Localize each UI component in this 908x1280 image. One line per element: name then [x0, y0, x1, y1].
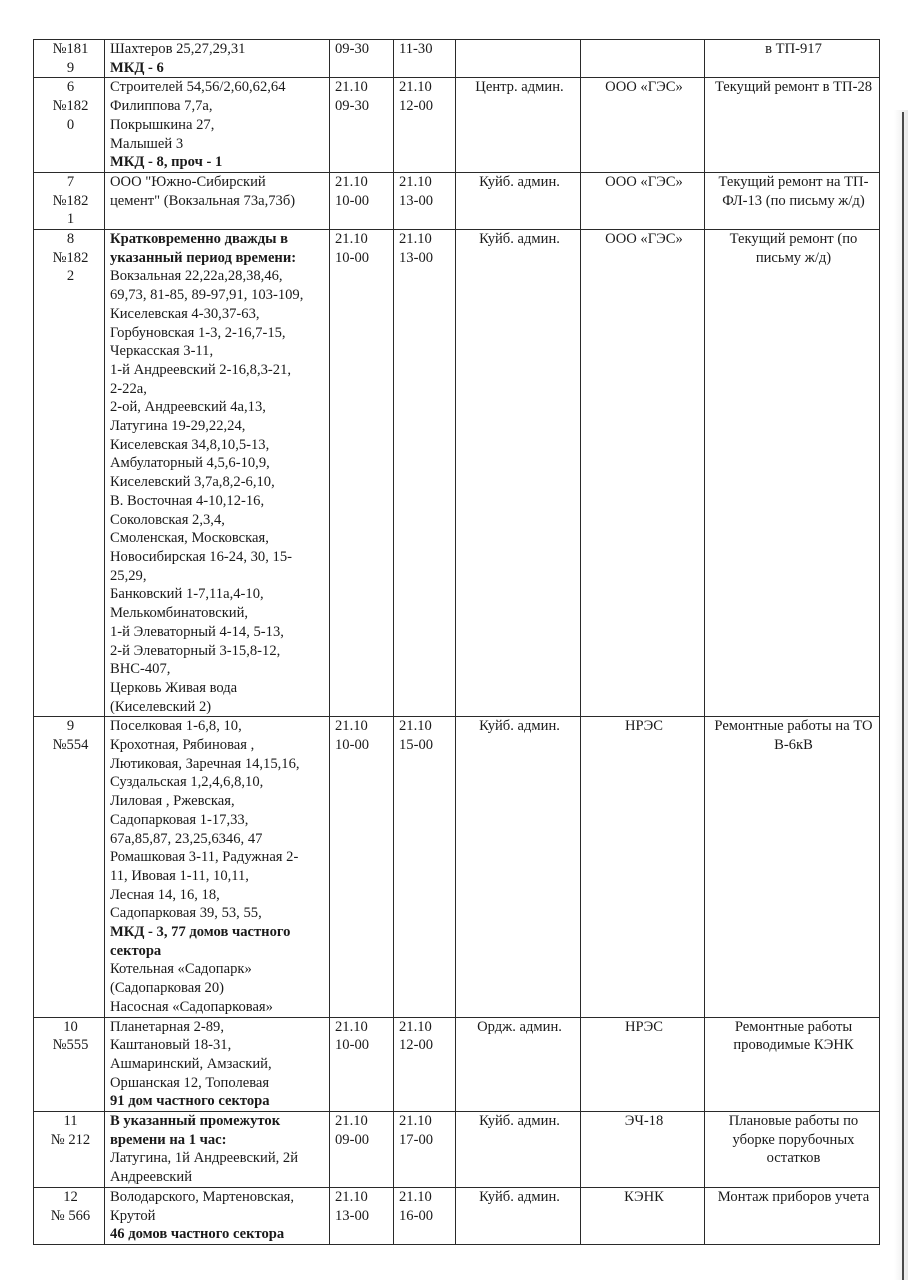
- address-line: Кратковременно дважды в: [110, 231, 289, 248]
- reason-text: Текущий ремонт на ТП-ФЛ-13 (по письму ж/д): [718, 173, 869, 209]
- number-cell: [34, 40, 105, 78]
- page-edge: [902, 112, 904, 1280]
- address-line: 91 дом частного сектора: [110, 1093, 270, 1110]
- address-cell: [105, 172, 330, 229]
- address-line: Лесная 14, 16, 18,: [110, 886, 220, 903]
- address-line: Котельная «Садопарк»: [110, 961, 252, 978]
- address-line: Оршанская 12, Тополевая: [110, 1074, 270, 1091]
- address-line: В. Восточная 4-10,12-16,: [110, 492, 265, 509]
- organization-text: КЭНК: [624, 1189, 664, 1206]
- request-number-line: №182: [52, 192, 89, 209]
- address-line: Суздальская 1,2,4,6,8,10,: [110, 774, 264, 791]
- start-time-line: 10-00: [335, 192, 370, 209]
- address-cell: [105, 1112, 330, 1188]
- number-cell: [34, 1017, 105, 1112]
- start-time-line: 09-00: [335, 1131, 370, 1148]
- reason-text: в ТП-917: [765, 41, 822, 57]
- request-number-line: 6: [66, 79, 75, 96]
- address-line: Андреевский: [110, 1169, 193, 1186]
- start-time-line: 21.10: [335, 1018, 368, 1035]
- address-line: Лиловая , Ржевская,: [110, 793, 235, 810]
- organization-cell: [581, 1188, 705, 1245]
- request-number-line: 9: [66, 718, 75, 735]
- address-line: Киселевский 3,7а,8,2-6,10,: [110, 474, 275, 491]
- reason-text: Ремонтные работы на ТО В-6кВ: [714, 718, 873, 754]
- organization-cell: [581, 1112, 705, 1188]
- administration-cell: [456, 172, 581, 229]
- request-number-line: №182: [52, 98, 89, 115]
- organization-text: ЭЧ-18: [624, 1113, 664, 1130]
- reason-cell: [705, 1017, 880, 1112]
- start-time-cell: [330, 717, 394, 1017]
- table-row: [34, 78, 880, 173]
- address-line: Новосибирская 16-24, 30, 15-: [110, 548, 292, 565]
- end-time-line: 13-00: [399, 192, 434, 209]
- reason-cell: [705, 230, 880, 717]
- address-line: Поселковая 1-6,8, 10,: [110, 718, 242, 735]
- address-line: Вокзальная 22,22а,28,38,46,: [110, 268, 283, 285]
- address-line: Церковь Живая вода: [110, 679, 238, 696]
- administration-text: Куйб. админ.: [479, 1189, 560, 1206]
- organization-text: НРЭС: [624, 1018, 664, 1035]
- address-line: 2-ой, Андреевский 4а,13,: [110, 399, 266, 416]
- request-number-line: № 566: [50, 1207, 91, 1224]
- end-time-cell: [394, 1017, 456, 1112]
- address-line: Шахтеров 25,27,29,31: [110, 41, 246, 57]
- request-number-line: 2: [66, 268, 75, 285]
- organization-text: ООО «ГЭС»: [605, 79, 683, 96]
- address-line: 2-22а,: [110, 380, 147, 397]
- start-time-line: 10-00: [335, 737, 370, 754]
- start-time-cell: [330, 40, 394, 78]
- number-cell: [34, 717, 105, 1017]
- address-line: 11, Ивовая 1-11, 10,11,: [110, 867, 249, 884]
- address-line: цемент" (Вокзальная 73а,73б): [110, 192, 296, 209]
- organization-cell: [581, 40, 705, 78]
- address-line: 69,73, 81-85, 89-97,91, 103-109,: [110, 287, 304, 304]
- page-shadow: [894, 110, 908, 1280]
- address-cell: [105, 1188, 330, 1245]
- end-time-line: 17-00: [399, 1131, 434, 1148]
- table-row: [34, 1112, 880, 1188]
- address-cell: [105, 230, 330, 717]
- table-row: [34, 1017, 880, 1112]
- request-number-line: №181: [52, 41, 89, 57]
- end-time-line: 21.10: [399, 1189, 432, 1206]
- request-number-line: 11: [63, 1113, 78, 1130]
- address-line: Крутой: [110, 1207, 156, 1224]
- address-cell: [105, 78, 330, 173]
- address-line: 25,29,: [110, 567, 147, 584]
- start-time-line: 21.10: [335, 718, 368, 735]
- request-number-line: №555: [52, 1037, 89, 1054]
- request-number-line: 1: [66, 211, 75, 228]
- address-line: Латугина, 1й Андреевский, 2й: [110, 1150, 299, 1167]
- start-time-line: 13-00: [335, 1207, 370, 1224]
- address-line: Володарского, Мартеновская,: [110, 1189, 295, 1206]
- address-line: времени на 1 час:: [110, 1131, 227, 1148]
- address-line: Каштановый 18-31,: [110, 1037, 232, 1054]
- address-line: Строителей 54,56/2,60,62,64: [110, 79, 286, 96]
- address-line: Смоленская, Московская,: [110, 530, 269, 547]
- start-time-line: 21.10: [335, 231, 368, 248]
- organization-cell: [581, 1017, 705, 1112]
- address-line: Насосная «Садопарковая»: [110, 998, 273, 1015]
- number-cell: [34, 230, 105, 717]
- reason-text: Плановые работы по уборке порубочных остатков: [728, 1113, 859, 1167]
- address-line: Филиппова 7,7а,: [110, 98, 213, 115]
- start-time-cell: [330, 172, 394, 229]
- organization-text: НРЭС: [624, 718, 664, 735]
- table-body: [34, 40, 880, 1245]
- reason-text: Текущий ремонт в ТП-28: [714, 79, 873, 96]
- address-line: Мелькомбинатовский,: [110, 605, 249, 622]
- address-line: Банковский 1-7,11а,4-10,: [110, 586, 264, 603]
- address-line: (Киселевский 2): [110, 698, 212, 715]
- start-time-line: 09-30: [335, 98, 370, 115]
- start-time-line: 10-00: [335, 1037, 370, 1054]
- request-number-line: №554: [52, 737, 89, 754]
- address-line: Покрышкина 27,: [110, 116, 215, 133]
- start-time-cell: [330, 1112, 394, 1188]
- administration-cell: [456, 717, 581, 1017]
- end-time-line: 21.10: [399, 79, 432, 96]
- number-cell: [34, 172, 105, 229]
- reason-text: Монтаж приборов учета: [717, 1189, 870, 1206]
- address-line: (Садопарковая 20): [110, 980, 225, 997]
- end-time-line: 21.10: [399, 718, 432, 735]
- address-line: МКД - 3, 77 домов частного: [110, 924, 291, 941]
- start-time-cell: [330, 230, 394, 717]
- end-time-cell: [394, 230, 456, 717]
- address-line: Латугина 19-29,22,24,: [110, 418, 246, 435]
- end-time-cell: [394, 1188, 456, 1245]
- start-time-line: 21.10: [335, 1113, 368, 1130]
- start-time-line: 21.10: [335, 173, 368, 190]
- end-time-line: 13-00: [399, 249, 434, 266]
- reason-text: Ремонтные работы проводимые КЭНК: [733, 1018, 854, 1054]
- reason-cell: [705, 172, 880, 229]
- table-row: [34, 40, 880, 78]
- address-line: 1-й Андреевский 2-16,8,3-21,: [110, 361, 292, 378]
- administration-cell: [456, 78, 581, 173]
- start-time-cell: [330, 78, 394, 173]
- address-line: 67а,85,87, 23,25,6346, 47: [110, 830, 263, 847]
- end-time-line: 12-00: [399, 98, 434, 115]
- table-row: [34, 230, 880, 717]
- administration-cell: [456, 1188, 581, 1245]
- number-cell: [34, 1112, 105, 1188]
- request-number-line: 9: [66, 59, 75, 76]
- address-line: Киселевская 4-30,37-63,: [110, 305, 260, 322]
- reason-cell: [705, 1112, 880, 1188]
- organization-text: ООО «ГЭС»: [605, 231, 683, 248]
- address-line: Черкасская 3-11,: [110, 343, 214, 360]
- administration-text: Куйб. админ.: [479, 173, 560, 190]
- end-time-line: 12-00: [399, 1037, 434, 1054]
- organization-cell: [581, 78, 705, 173]
- address-line: Садопарковая 1-17,33,: [110, 811, 249, 828]
- administration-text: Ордж. админ.: [477, 1018, 562, 1035]
- address-line: Киселевская 34,8,10,5-13,: [110, 436, 270, 453]
- start-time-line: 21.10: [335, 79, 368, 96]
- address-cell: [105, 717, 330, 1017]
- end-time-line: 21.10: [399, 1113, 432, 1130]
- administration-text: Куйб. админ.: [479, 231, 560, 248]
- address-line: В указанный промежуток: [110, 1113, 281, 1130]
- end-time-cell: [394, 1112, 456, 1188]
- address-line: Горбуновская 1-3, 2-16,7-15,: [110, 324, 286, 341]
- organization-cell: [581, 230, 705, 717]
- end-time-cell: [394, 717, 456, 1017]
- address-line: МКД - 6: [110, 59, 164, 76]
- address-line: Планетарная 2-89,: [110, 1018, 224, 1035]
- address-line: 46 домов частного сектора: [110, 1226, 285, 1243]
- reason-cell: [705, 1188, 880, 1245]
- address-line: Ромашковая 3-11, Радужная 2-: [110, 849, 299, 866]
- administration-cell: [456, 1017, 581, 1112]
- address-cell: [105, 40, 330, 78]
- administration-cell: [456, 1112, 581, 1188]
- number-cell: [34, 78, 105, 173]
- address-line: 2-й Элеваторный 3-15,8-12,: [110, 642, 281, 659]
- organization-cell: [581, 717, 705, 1017]
- table-row: [34, 717, 880, 1017]
- reason-text: Текущий ремонт (по письму ж/д): [729, 231, 858, 266]
- table-row: [34, 1188, 880, 1245]
- start-time-line: 21.10: [335, 1189, 368, 1206]
- request-number-line: 10: [63, 1018, 78, 1035]
- end-time-line: 15-00: [399, 737, 434, 754]
- number-cell: [34, 1188, 105, 1245]
- organization-text: ООО «ГЭС»: [605, 173, 683, 190]
- table-row: [34, 172, 880, 229]
- end-time-line: 21.10: [399, 173, 432, 190]
- address-line: Малышей 3: [110, 135, 184, 152]
- administration-cell: [456, 230, 581, 717]
- end-time-line: 21.10: [399, 1018, 432, 1035]
- request-number-line: 8: [66, 231, 75, 248]
- start-time-cell: [330, 1188, 394, 1245]
- address-line: сектора: [110, 942, 162, 959]
- request-number-line: № 212: [50, 1131, 91, 1148]
- end-time-line: 16-00: [399, 1207, 434, 1224]
- address-line: Лютиковая, Заречная 14,15,16,: [110, 755, 300, 772]
- request-number-line: №182: [52, 249, 89, 266]
- address-line: ВНС-407,: [110, 661, 171, 678]
- end-time-cell: [394, 172, 456, 229]
- address-line: Амбулаторный 4,5,6-10,9,: [110, 455, 270, 472]
- address-line: Крохотная, Рябиновая ,: [110, 737, 255, 754]
- start-time-line: 10-00: [335, 249, 370, 266]
- reason-cell: [705, 78, 880, 173]
- address-line: Садопарковая 39, 53, 55,: [110, 905, 262, 922]
- request-number-line: 0: [66, 116, 75, 133]
- address-line: МКД - 8, проч - 1: [110, 154, 223, 171]
- outage-table: [33, 39, 880, 1245]
- administration-cell: [456, 40, 581, 78]
- end-time-cell: [394, 78, 456, 173]
- end-time-line: 21.10: [399, 231, 432, 248]
- start-time-cell: [330, 1017, 394, 1112]
- address-cell: [105, 1017, 330, 1112]
- end-time-line: 11-30: [399, 41, 433, 57]
- reason-cell: [705, 40, 880, 78]
- address-line: 1-й Элеваторный 4-14, 5-13,: [110, 623, 284, 640]
- administration-text: Куйб. админ.: [479, 1113, 560, 1130]
- reason-cell: [705, 717, 880, 1017]
- organization-cell: [581, 172, 705, 229]
- request-number-line: 7: [66, 173, 75, 190]
- end-time-cell: [394, 40, 456, 78]
- address-line: Ашмаринский, Амзаский,: [110, 1055, 272, 1072]
- request-number-line: 12: [63, 1189, 78, 1206]
- address-line: указанный период времени:: [110, 249, 297, 266]
- start-time-line: 09-30: [335, 41, 370, 57]
- address-line: ООО "Южно-Сибирский: [110, 173, 266, 190]
- administration-text: Куйб. админ.: [479, 718, 560, 735]
- administration-text: Центр. админ.: [475, 79, 564, 96]
- address-line: Соколовская 2,3,4,: [110, 511, 225, 528]
